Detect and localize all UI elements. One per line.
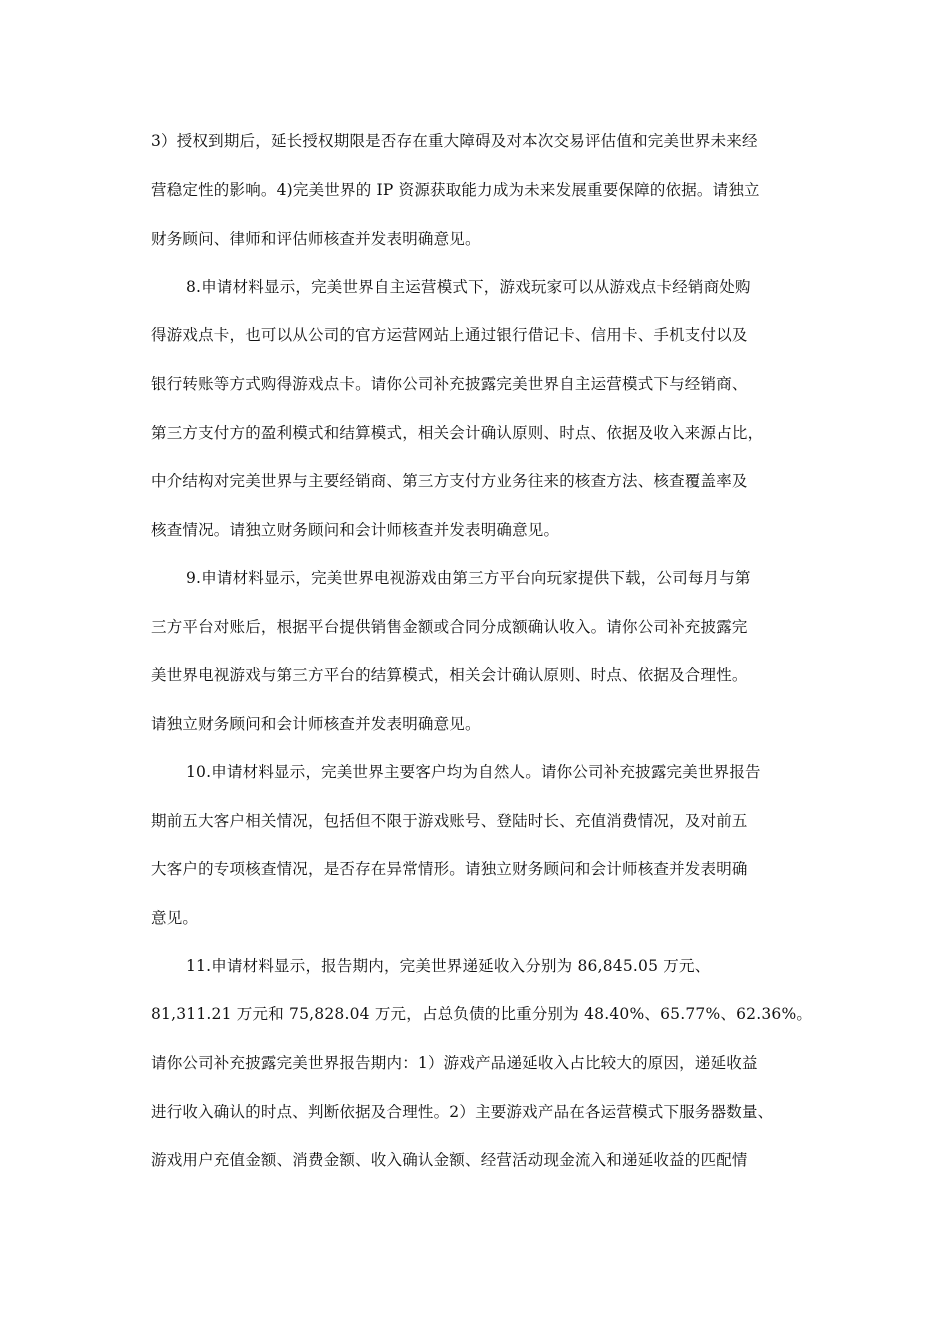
paragraph-8-line-3: 银行转账等方式购得游戏点卡。请你公司补充披露完美世界自主运营模式下与经销商、 (151, 375, 748, 393)
paragraph-9-line-1: 9.申请材料显示，完美世界电视游戏由第三方平台向玩家提供下载，公司每月与第 (186, 569, 751, 587)
paragraph-10-line-2: 期前五大客户相关情况，包括但不限于游戏账号、登陆时长、充值消费情况，及对前五 (151, 812, 748, 830)
paragraph-10-line-3: 大客户的专项核查情况，是否存在异常情形。请独立财务顾问和会计师核查并发表明确 (151, 860, 748, 878)
paragraph-8-line-1: 8.申请材料显示，完美世界自主运营模式下，游戏玩家可以从游戏点卡经销商处购 (186, 278, 751, 296)
paragraph-11-line-4: 进行收入确认的时点、判断依据及合理性。2）主要游戏产品在各运营模式下服务器数量、 (151, 1103, 774, 1121)
paragraph-9-line-4: 请独立财务顾问和会计师核查并发表明确意见。 (151, 715, 481, 733)
paragraph-8-line-5: 中介结构对完美世界与主要经销商、第三方支付方业务往来的核查方法、核查覆盖率及 (151, 472, 748, 490)
paragraph-7-line-2: 营稳定性的影响。4)完美世界的 IP 资源获取能力成为未来发展重要保障的依据。请独立 (151, 181, 760, 199)
paragraph-10-line-4: 意见。 (151, 909, 199, 927)
paragraph-8-line-6: 核查情况。请独立财务顾问和会计师核查并发表明确意见。 (151, 521, 560, 539)
paragraph-8-line-2: 得游戏点卡，也可以从公司的官方运营网站上通过银行借记卡、信用卡、手机支付以及 (151, 326, 748, 344)
paragraph-9-line-2: 三方平台对账后，根据平台提供销售金额或合同分成额确认收入。请你公司补充披露完 (151, 618, 748, 636)
paragraph-11-line-1: 11.申请材料显示，报告期内，完美世界递延收入分别为 86,845.05 万元、 (186, 957, 711, 975)
paragraph-11-line-2: 81,311.21 万元和 75,828.04 万元，占总负债的比重分别为 48.40%、65.77%、62.36%。 (151, 1005, 813, 1023)
paragraph-10-line-1: 10.申请材料显示，完美世界主要客户均为自然人。请你公司补充披露完美世界报告 (186, 763, 761, 781)
paragraph-7-line-3: 财务顾问、律师和评估师核查并发表明确意见。 (151, 230, 481, 248)
paragraph-7-line-1: 3）授权到期后，延长授权期限是否存在重大障碍及对本次交易评估值和完美世界未来经 (151, 132, 758, 150)
paragraph-11-line-3: 请你公司补充披露完美世界报告期内：1）游戏产品递延收入占比较大的原因，递延收益 (151, 1054, 758, 1072)
paragraph-9-line-3: 美世界电视游戏与第三方平台的结算模式，相关会计确认原则、时点、依据及合理性。 (151, 666, 748, 684)
paragraph-8-line-4: 第三方支付方的盈利模式和结算模式，相关会计确认原则、时点、依据及收入来源占比， (151, 424, 764, 442)
paragraph-11-line-5: 游戏用户充值金额、消费金额、收入确认金额、经营活动现金流入和递延收益的匹配情 (151, 1151, 748, 1169)
